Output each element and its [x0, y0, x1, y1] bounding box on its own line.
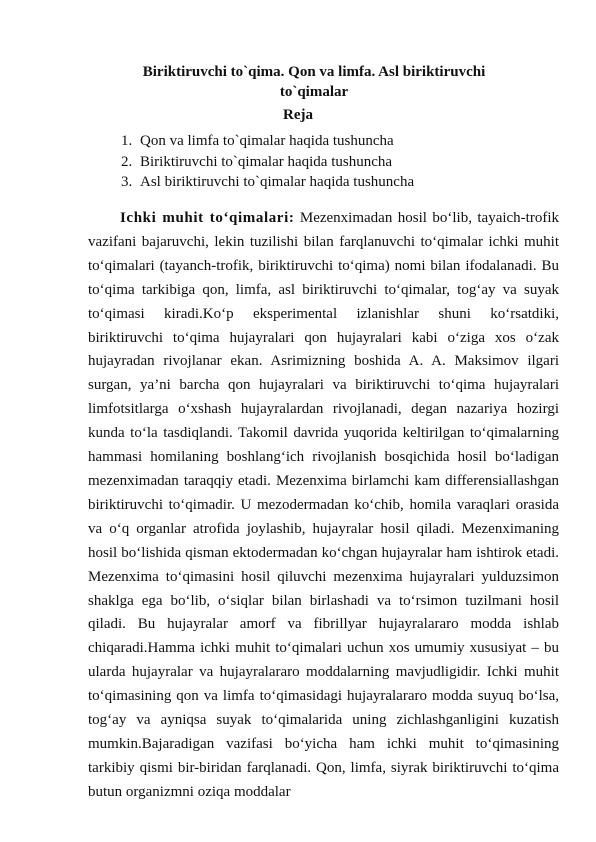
body-paragraph [88, 207, 559, 805]
title-line-1: Biriktiruvchi to`qima. Qon va limfa. Asl biriktiruvchi [142, 64, 486, 80]
plan-item-number: 3. [121, 174, 133, 190]
plan-item [121, 131, 414, 152]
plan-heading: Reja [283, 107, 313, 123]
paragraph-body: Mezenximadan hosil bo‘lib, tayaich-trofik vazifani bajaruvchi, lekin tuzilishi bilan farqlanuvchi to‘qimalar ichki muhit to‘qimalari (tayanch-trofik, biriktiruvchi to‘qima) nomi bilan ifodalanadi. Bu to‘qima tarkibiga qon, limfa, asl biriktiruvchi to‘qimalar, tog‘ay va suyak to‘qimasi kiradi.Ko‘p eksperimental izlanishlar shuni ko‘rsatdiki, biriktiruvchi to‘qima hujayralari qon hujayralari kabi o‘ziga xos o‘zak hujayradan rivojlanar ekan. Asrimizning boshida A. A. Maksimov ilgari surgan, ya’ni barcha qon hujayralari va biriktiruvchi to‘qima hujayralari limfotsitlarga o‘xshash hujayralardan rivojlanadi, degan nazariya hozirgi kunda to‘la tasdiqlandi. Takomil davrida yuqorida keltirilgan to‘qimalarning hammasi homilaning boshlang‘ich rivojlanish bosqichida hosil bo‘ladigan mezenximadan taraqqiy etadi. Mezenxima birlamchi kam differensiallashgan biriktiruvchi to‘qimadir. U mezodermadan ko‘chib, homila varaqlari orasida va o‘q organlar atrofida joylashib, hujayralar hosil qiladi. Mezenximaning hosil bo‘lishida qisman ektodermadan ko‘chgan hujayralar ham ishtirok etadi. Mezenxima to‘qimasini hosil qiluvchi mezenxima hujayralari yulduzsimon shaklga ega bo‘lib, o‘siqlar bilan birlashadi va to‘rsimon tuzilmani hosil qiladi. Bu hujayralar amorf va fibrillyar hujayralararo modda ishlab chiqaradi.Hamma ichki muhit to‘qimalari uchun xos umumiy xususiyat – bu ularda hujayralar va hujayralararo moddalarning mavjudligidir. Ichki muhit to‘qimasining qon va limfa to‘qimasidagi hujayralararo modda suyuq bo‘lsa, tog‘ay va ayniqsa suyak to‘qimalarida uning zichlashganligini kuzatish mumkin.Bajaradigan vazifasi bo‘yicha ham ichki muhit to‘qimasining tarkibiy qismi bir-biridan farqlanadi. Qon, limfa, siyrak biriktiruvchi to‘qima butun organizmni oziqa moddalar [88, 210, 560, 800]
plan-item [121, 152, 414, 173]
title-line-2: to`qimalar [279, 83, 349, 100]
plan-item-text: Asl biriktiruvchi to`qimalar haqida tushuncha [140, 174, 415, 190]
plan-item-number: 1. [121, 133, 133, 149]
document-title [84, 63, 544, 102]
paragraph-heading: Ichki muhit to‘qimalari: [120, 210, 295, 226]
plan-item [121, 172, 414, 193]
plan-item-text: Qon va limfa to`qimalar haqida tushuncha [140, 133, 394, 149]
plan-list [121, 131, 414, 193]
plan-item-text: Biriktiruvchi to`qimalar haqida tushuncha [140, 153, 393, 170]
plan-item-number: 2. [121, 153, 133, 170]
